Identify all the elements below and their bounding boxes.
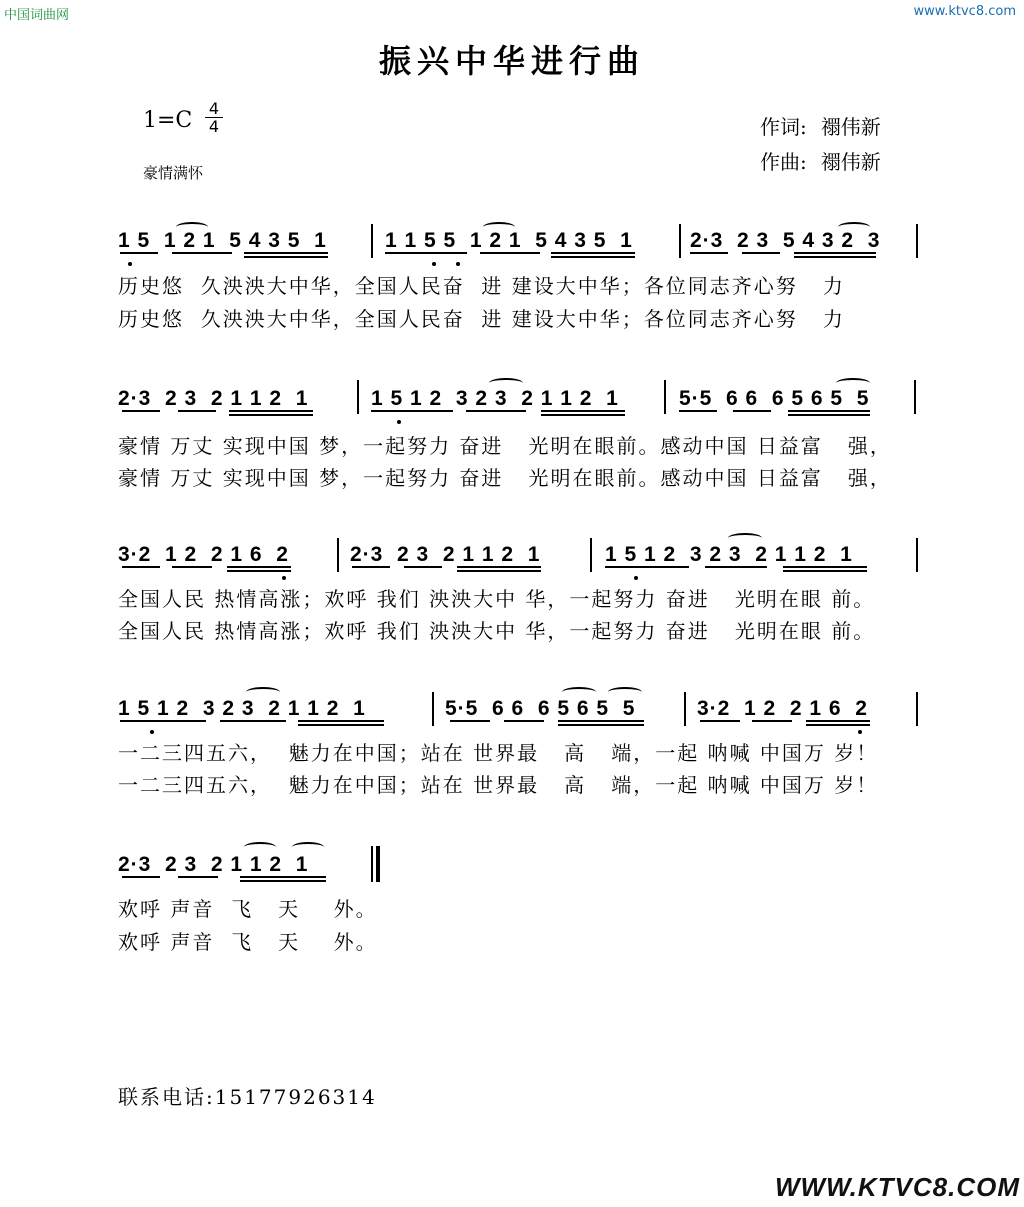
beam-underline — [244, 256, 328, 258]
slur — [244, 842, 276, 852]
beam-underline — [541, 414, 625, 416]
low-octave-dot — [128, 262, 132, 266]
barline — [914, 380, 916, 414]
measure-4-3: 3·2 1 2 2 1 6 2 — [697, 697, 868, 720]
lyricist-name: 禤伟新 — [820, 115, 881, 139]
measure-2-1: 2·3 2 3 2 1 1 2 1 — [118, 387, 309, 410]
beam-underline — [385, 252, 467, 254]
measure-5-1: 2·3 2 3 2 1 1 2 1 — [118, 853, 309, 876]
composer-label: 作曲: — [760, 150, 807, 174]
lyrics-verse-1: 全国人民 热情高涨；欢呼 我们 泱泱大中 华，一起努力 奋进 光明在眼 前。 — [118, 587, 876, 611]
beam-underline — [466, 410, 526, 412]
beam-underline — [404, 566, 442, 568]
contact-label: 联系电话: — [118, 1085, 215, 1109]
beam-underline — [229, 410, 313, 412]
lyrics-verse-1: 欢呼 声音 飞 天 外。 — [118, 897, 378, 921]
slur — [292, 842, 324, 852]
beam-underline — [504, 720, 544, 722]
lyrics-verse-1: 历史悠 久泱泱大中华，全国人民奋 进 建设大中华；各位同志齐心努 力 — [118, 274, 845, 298]
site-name-left[interactable]: 中国词曲网 — [4, 8, 70, 23]
time-denominator: 4 — [208, 117, 220, 136]
song-title: 振兴中华进行曲 — [378, 42, 645, 80]
beam-underline — [122, 876, 160, 878]
time-signature — [205, 100, 223, 135]
beam-underline — [700, 720, 740, 722]
beam-underline — [229, 414, 313, 416]
beam-underline — [794, 256, 876, 258]
watermark-logo — [775, 1172, 1020, 1203]
barline — [916, 692, 918, 726]
barline — [679, 224, 681, 258]
beam-underline — [752, 720, 792, 722]
beam-underline — [806, 720, 870, 722]
beam-underline — [227, 570, 291, 572]
low-octave-dot — [282, 576, 286, 580]
beam-underline — [178, 410, 216, 412]
low-octave-dot — [634, 576, 638, 580]
beam-underline — [298, 724, 384, 726]
low-octave-dot — [397, 420, 401, 424]
composer-credit — [760, 146, 881, 175]
beam-underline — [733, 410, 771, 412]
beam-underline — [558, 720, 644, 722]
beam-underline — [178, 876, 218, 878]
beam-underline — [122, 410, 160, 412]
beam-underline — [122, 566, 160, 568]
slur — [728, 533, 762, 543]
time-numerator: 4 — [205, 100, 223, 118]
lyrics-verse-2: 欢呼 声音 飞 天 外。 — [118, 930, 378, 954]
beam-underline — [240, 880, 326, 882]
lyrics-verse-1: 豪情 万丈 实现中国 梦，一起努力 奋进 光明在眼前。感动中国 日益富 强， — [118, 434, 892, 458]
slur — [562, 687, 596, 697]
measure-2-2: 1 5 1 2 3 2 3 2 1 1 2 1 — [371, 387, 619, 410]
measure-1-3: 2·3 2 3 5 4 3 2 3 — [690, 229, 881, 252]
measure-4-1: 1 5 1 2 3 2 3 2 1 1 2 1 — [118, 697, 366, 720]
slur — [838, 222, 870, 232]
lyrics-verse-2: 历史悠 久泱泱大中华，全国人民奋 进 建设大中华；各位同志齐心努 力 — [118, 307, 845, 331]
beam-underline — [172, 566, 212, 568]
beam-underline — [120, 720, 206, 722]
barline — [432, 692, 434, 726]
composer-name: 禤伟新 — [820, 150, 881, 174]
beam-underline — [783, 570, 867, 572]
lyrics-verse-1: 一二三四五六， 魅力在中国；站在 世界最 高 端，一起 呐喊 中国万 岁！ — [118, 741, 879, 765]
barline — [916, 224, 918, 258]
low-octave-dot — [432, 262, 436, 266]
beam-underline — [788, 410, 870, 412]
beam-underline — [788, 414, 870, 416]
contact-info — [118, 1081, 377, 1110]
beam-underline — [558, 724, 644, 726]
beam-underline — [450, 720, 490, 722]
barline — [371, 224, 373, 258]
beam-underline — [705, 566, 767, 568]
barline — [664, 380, 666, 414]
barline — [357, 380, 359, 414]
beam-underline — [457, 566, 541, 568]
beam-underline — [605, 566, 689, 568]
measure-2-3: 5·5 6 6 6 5 6 5 5 — [679, 387, 870, 410]
lyricist-label: 作词: — [760, 115, 807, 139]
barline — [916, 538, 918, 572]
lyrics-verse-2: 豪情 万丈 实现中国 梦，一起努力 奋进 光明在眼前。感动中国 日益富 强， — [118, 466, 892, 490]
low-octave-dot — [858, 730, 862, 734]
watermark-text: WWW.KTVC8.COM — [774, 1172, 1020, 1202]
measure-3-1: 3·2 1 2 2 1 6 2 — [118, 543, 289, 566]
lyricist-credit — [760, 111, 881, 140]
measure-3-2: 2·3 2 3 2 1 1 2 1 — [350, 543, 541, 566]
beam-underline — [371, 410, 453, 412]
beam-underline — [690, 252, 728, 254]
final-barline-thick — [376, 846, 380, 882]
measure-1-1: 1 5 1 2 1 5 4 3 5 1 — [118, 229, 327, 252]
barline — [684, 692, 686, 726]
site-url-right[interactable]: www.ktvc8.com — [913, 4, 1016, 19]
tempo-marking: 豪情满怀 — [143, 164, 204, 182]
beam-underline — [806, 724, 870, 726]
beam-underline — [240, 876, 326, 878]
barline — [590, 538, 592, 572]
beam-underline — [298, 720, 384, 722]
beam-underline — [352, 566, 390, 568]
measure-4-2: 5·5 6 6 6 5 6 5 5 — [445, 697, 636, 720]
measure-3-3: 1 5 1 2 3 2 3 2 1 1 2 1 — [605, 543, 853, 566]
slur — [246, 687, 280, 697]
measure-1-2: 1 1 5 5 1 2 1 5 4 3 5 1 — [385, 229, 633, 252]
beam-underline — [679, 410, 717, 412]
beam-underline — [244, 252, 328, 254]
beam-underline — [480, 252, 540, 254]
beam-underline — [172, 252, 232, 254]
slur — [483, 222, 515, 232]
beam-underline — [783, 566, 867, 568]
beam-underline — [227, 566, 291, 568]
low-octave-dot — [150, 730, 154, 734]
beam-underline — [551, 252, 635, 254]
beam-underline — [220, 720, 286, 722]
lyrics-verse-2: 一二三四五六， 魅力在中国；站在 世界最 高 端，一起 呐喊 中国万 岁！ — [118, 773, 879, 797]
key-signature: 1=C — [143, 108, 193, 133]
slur — [608, 687, 642, 697]
low-octave-dot — [456, 262, 460, 266]
beam-underline — [742, 252, 780, 254]
slur — [176, 222, 208, 232]
beam-underline — [457, 570, 541, 572]
slur — [489, 378, 523, 388]
contact-phone: 15177926314 — [214, 1085, 377, 1109]
barline — [337, 538, 339, 572]
beam-underline — [794, 252, 876, 254]
beam-underline — [541, 410, 625, 412]
beam-underline — [120, 252, 158, 254]
lyrics-verse-2: 全国人民 热情高涨；欢呼 我们 泱泱大中 华，一起努力 奋进 光明在眼 前。 — [118, 619, 876, 643]
slur — [836, 378, 870, 388]
beam-underline — [551, 256, 635, 258]
final-barline-thin — [371, 846, 373, 882]
